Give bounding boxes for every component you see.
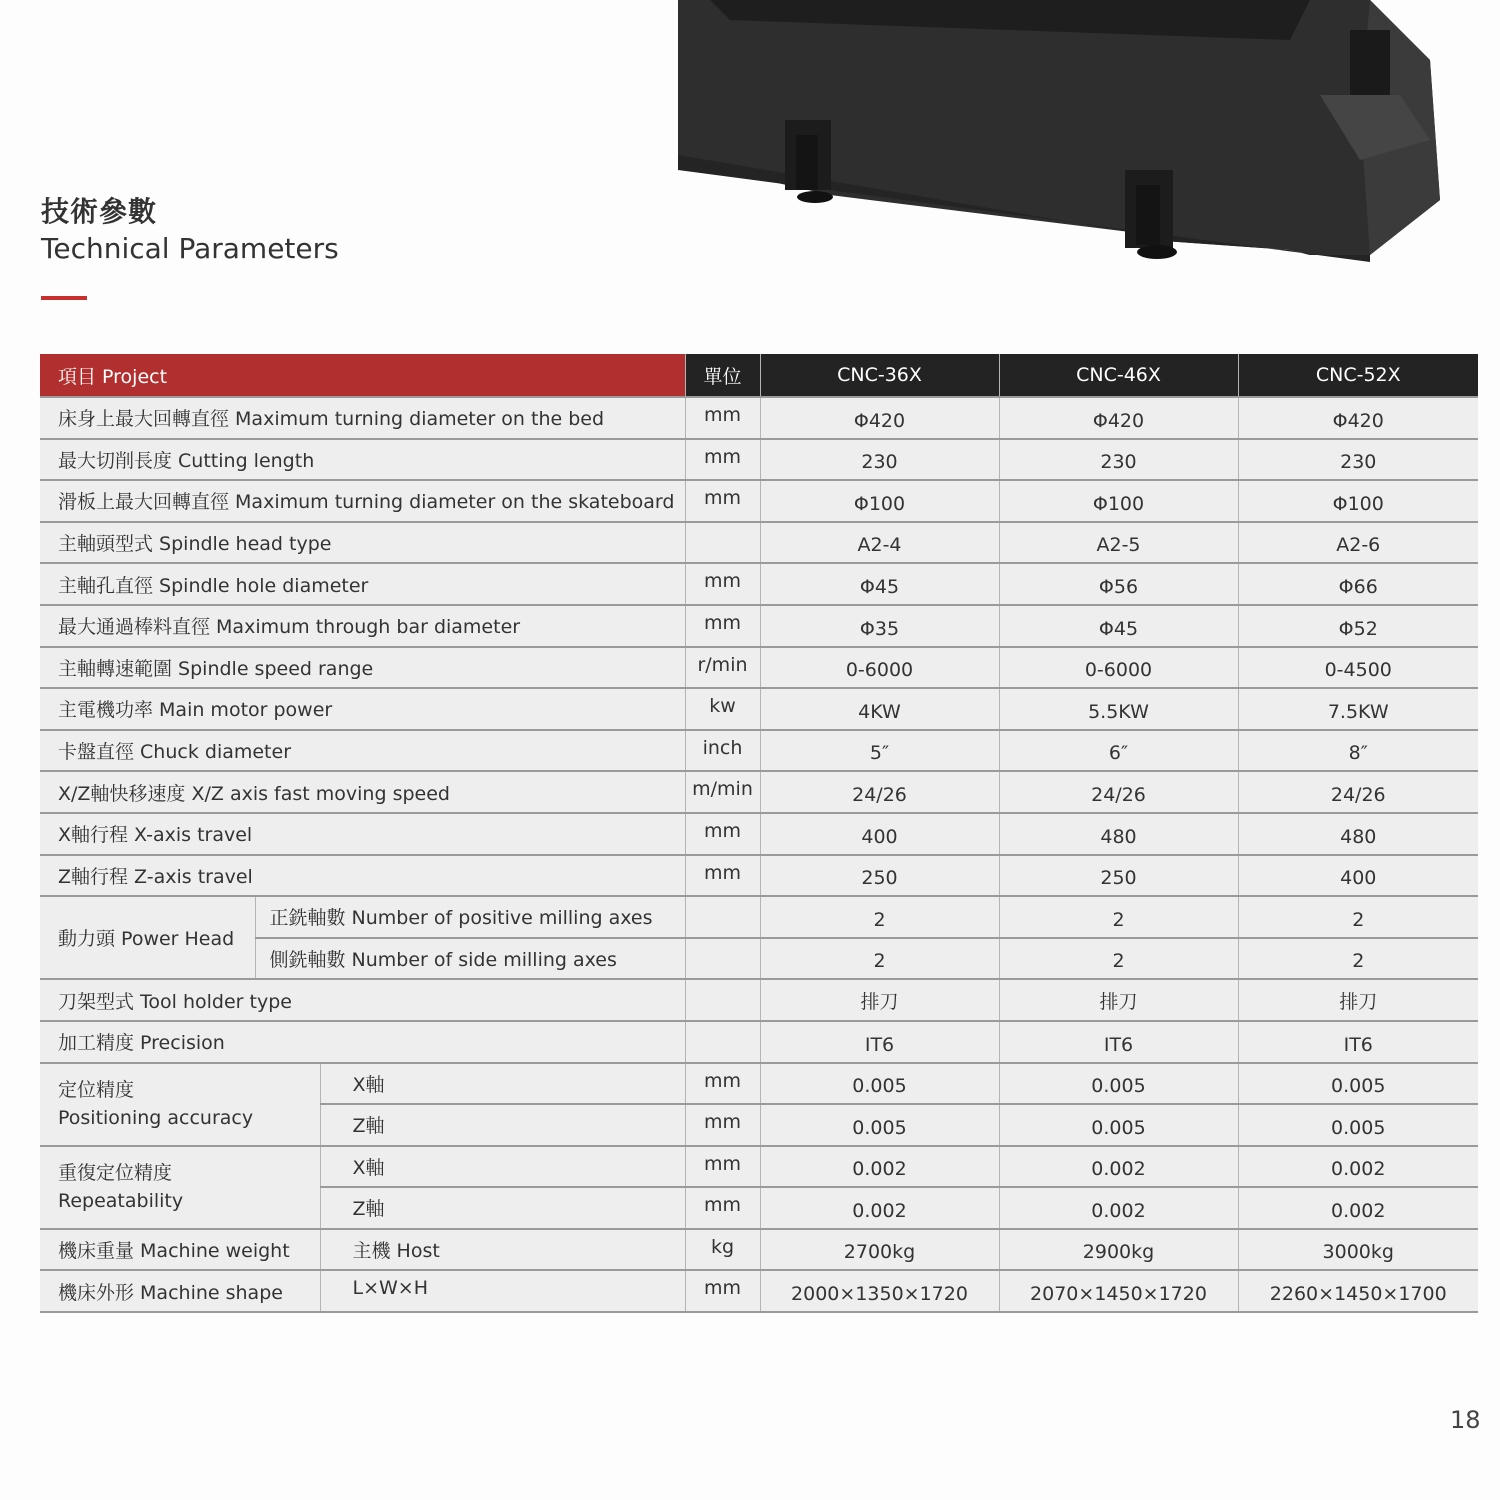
row-unit: mm [685, 813, 760, 855]
row-value: 0.005 [999, 1063, 1238, 1105]
row-value: 24/26 [999, 771, 1238, 813]
row-label: 最大通過棒料直徑 Maximum through bar diameter [40, 605, 685, 647]
row-value: 0-6000 [999, 647, 1238, 689]
table-row [40, 439, 1478, 481]
axis-label: Z軸 [320, 1187, 685, 1229]
row-value: 8″ [1238, 730, 1478, 772]
technical-parameters-table [40, 354, 1478, 1313]
row-value: 0.005 [1238, 1104, 1478, 1146]
header-unit: 單位 [685, 354, 760, 397]
row-value: 2 [1238, 896, 1478, 938]
row-value: 24/26 [760, 771, 999, 813]
axis-label: X軸 [320, 1146, 685, 1188]
row-label: 主軸頭型式 Spindle head type [40, 522, 685, 564]
row-value: 0-4500 [1238, 647, 1478, 689]
row-value: Φ100 [760, 480, 999, 522]
header-project: 項目 Project [40, 354, 685, 397]
row-sub-label: L×W×H [320, 1270, 685, 1312]
row-unit: mm [685, 1063, 760, 1105]
table-row [40, 938, 1478, 980]
row-unit: mm [685, 605, 760, 647]
row-value: Φ35 [760, 605, 999, 647]
row-value: IT6 [1238, 1021, 1478, 1063]
row-value: 2900kg [999, 1229, 1238, 1271]
row-label: 最大切削長度 Cutting length [40, 439, 685, 481]
table-row [40, 979, 1478, 1021]
row-value: 0.005 [760, 1063, 999, 1105]
page-number: 18 [1450, 1406, 1481, 1434]
row-label: 主電機功率 Main motor power [40, 688, 685, 730]
row-value: 230 [760, 439, 999, 481]
row-value: Φ45 [760, 563, 999, 605]
table-row [40, 1229, 1478, 1271]
row-value: 排刀 [999, 979, 1238, 1021]
row-value: Φ100 [1238, 480, 1478, 522]
row-value: 0.005 [999, 1104, 1238, 1146]
row-value: 2 [999, 938, 1238, 980]
row-unit: mm [685, 1104, 760, 1146]
row-label: X軸行程 X-axis travel [40, 813, 685, 855]
row-value: Φ100 [999, 480, 1238, 522]
row-unit [685, 938, 760, 980]
table-row [40, 1063, 1478, 1105]
row-unit [685, 1021, 760, 1063]
row-value: 250 [760, 855, 999, 897]
row-label: 滑板上最大回轉直徑 Maximum turning diameter on the skateboard [40, 480, 685, 522]
repeatability-label-zh: 重復定位精度 [58, 1162, 173, 1185]
repeatability-label-en: Repeatability [58, 1190, 184, 1213]
row-value: 2070×1450×1720 [999, 1270, 1238, 1312]
row-value: Φ420 [1238, 397, 1478, 439]
positioning-label [40, 1063, 320, 1146]
row-value: A2-6 [1238, 522, 1478, 564]
row-unit: mm [685, 855, 760, 897]
row-unit: inch [685, 730, 760, 772]
table-row [40, 647, 1478, 689]
row-value: 24/26 [1238, 771, 1478, 813]
row-value: 2700kg [760, 1229, 999, 1271]
row-label: Z軸行程 Z-axis travel [40, 855, 685, 897]
row-sub-label: 側銑軸數 Number of side milling axes [255, 938, 685, 980]
table-row [40, 480, 1478, 522]
table-row [40, 1270, 1478, 1312]
row-value: 5″ [760, 730, 999, 772]
row-unit: mm [685, 1270, 760, 1312]
row-value: 0.002 [760, 1146, 999, 1188]
row-value: A2-4 [760, 522, 999, 564]
row-value: IT6 [999, 1021, 1238, 1063]
row-value: 400 [760, 813, 999, 855]
row-value: 0-6000 [760, 647, 999, 689]
table-row [40, 855, 1478, 897]
header-model: CNC-52X [1238, 354, 1478, 397]
row-sub-label: 正銑軸數 Number of positive milling axes [255, 896, 685, 938]
row-value: 7.5KW [1238, 688, 1478, 730]
row-value: Φ420 [999, 397, 1238, 439]
table-header-row [40, 354, 1478, 397]
positioning-label-en: Positioning accuracy [58, 1107, 254, 1130]
table-row [40, 605, 1478, 647]
row-value: Φ420 [760, 397, 999, 439]
row-label: 刀架型式 Tool holder type [40, 979, 685, 1021]
row-value: 0.002 [999, 1187, 1238, 1229]
row-value: 400 [1238, 855, 1478, 897]
table-row [40, 1021, 1478, 1063]
table-row [40, 1146, 1478, 1188]
row-value: Φ66 [1238, 563, 1478, 605]
row-unit [685, 896, 760, 938]
table-row [40, 397, 1478, 439]
row-value: 480 [1238, 813, 1478, 855]
row-value: 排刀 [760, 979, 999, 1021]
row-label: 床身上最大回轉直徑 Maximum turning diameter on the bed [40, 397, 685, 439]
row-label: 主軸孔直徑 Spindle hole diameter [40, 563, 685, 605]
row-value: 230 [1238, 439, 1478, 481]
row-unit: mm [685, 480, 760, 522]
row-value: 2000×1350×1720 [760, 1270, 999, 1312]
row-value: 0.002 [1238, 1187, 1478, 1229]
table-row [40, 813, 1478, 855]
row-value: Φ45 [999, 605, 1238, 647]
axis-label: Z軸 [320, 1104, 685, 1146]
section-title-zh: 技術參數 [41, 195, 158, 228]
repeatability-label [40, 1146, 320, 1229]
row-value: 230 [999, 439, 1238, 481]
axis-label: X軸 [320, 1063, 685, 1105]
row-value: 0.005 [1238, 1063, 1478, 1105]
table-row [40, 688, 1478, 730]
positioning-label-zh: 定位精度 [58, 1079, 135, 1102]
power-head-label: 動力頭 Power Head [40, 896, 255, 979]
row-value: 2 [999, 896, 1238, 938]
row-value: 0.002 [760, 1187, 999, 1229]
row-value: 0.005 [760, 1104, 999, 1146]
table-row [40, 730, 1478, 772]
row-label: 加工精度 Precision [40, 1021, 685, 1063]
header-model: CNC-46X [999, 354, 1238, 397]
row-label: 主軸轉速範圍 Spindle speed range [40, 647, 685, 689]
row-unit: kw [685, 688, 760, 730]
table-row [40, 896, 1478, 938]
table-row [40, 771, 1478, 813]
table-row [40, 563, 1478, 605]
row-value: 2260×1450×1700 [1238, 1270, 1478, 1312]
row-sub-label: 主機 Host [320, 1229, 685, 1271]
row-unit: mm [685, 1187, 760, 1229]
row-unit: m/min [685, 771, 760, 813]
row-label: 卡盤直徑 Chuck diameter [40, 730, 685, 772]
row-unit: mm [685, 397, 760, 439]
row-value: 4KW [760, 688, 999, 730]
row-value: 250 [999, 855, 1238, 897]
row-value: Φ52 [1238, 605, 1478, 647]
row-value: 2 [760, 938, 999, 980]
row-value: IT6 [760, 1021, 999, 1063]
row-value: 6″ [999, 730, 1238, 772]
row-value: A2-5 [999, 522, 1238, 564]
row-value: 0.002 [999, 1146, 1238, 1188]
row-value: 2 [760, 896, 999, 938]
row-unit [685, 522, 760, 564]
header-model: CNC-36X [760, 354, 999, 397]
row-unit: mm [685, 1146, 760, 1188]
row-value: 480 [999, 813, 1238, 855]
row-value: Φ56 [999, 563, 1238, 605]
table-row [40, 522, 1478, 564]
row-value: 0.002 [1238, 1146, 1478, 1188]
row-label: 機床外形 Machine shape [40, 1270, 320, 1312]
row-value: 3000kg [1238, 1229, 1478, 1271]
row-unit: kg [685, 1229, 760, 1271]
row-unit: r/min [685, 647, 760, 689]
row-label: X/Z軸快移速度 X/Z axis fast moving speed [40, 771, 685, 813]
row-value: 排刀 [1238, 979, 1478, 1021]
title-underline-accent [41, 296, 87, 300]
row-value: 5.5KW [999, 688, 1238, 730]
row-unit [685, 979, 760, 1021]
row-unit: mm [685, 439, 760, 481]
row-unit: mm [685, 563, 760, 605]
row-label: 機床重量 Machine weight [40, 1229, 320, 1271]
machine-bed-image [670, 0, 1450, 270]
row-value: 2 [1238, 938, 1478, 980]
section-title-en: Technical Parameters [41, 232, 339, 265]
